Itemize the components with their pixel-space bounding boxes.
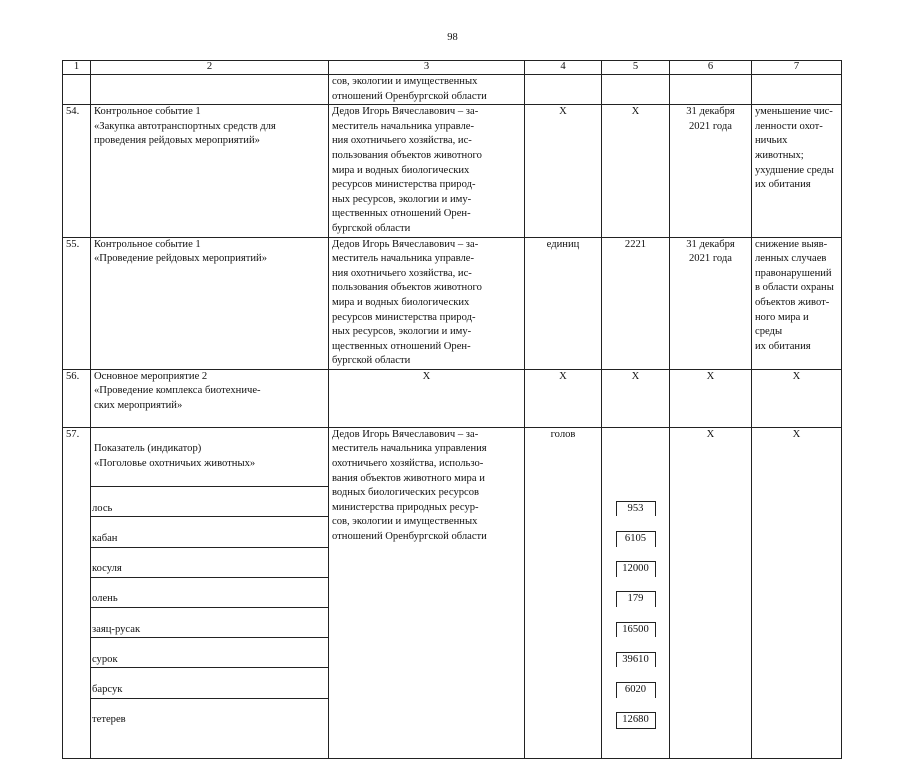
header-row [63,61,842,75]
row-date: 31 декабря 2021 года [670,105,752,237]
animal-value: 953 [616,501,656,517]
table-row [63,105,842,237]
row-date: 31 декабря 2021 года [670,237,752,369]
row-value: Х [602,369,670,427]
header-col-4: 4 [525,61,602,75]
indicator-row [63,427,842,758]
row-risk: уменьшение чис- ленности охот- ничьих животных; ухудшение среды их обитания [752,105,842,237]
animal-name: олень [91,592,328,608]
animal-name: лось [91,502,328,518]
animal-value: 6020 [616,682,656,698]
row-responsible: Х [329,369,525,427]
plan-table [62,60,842,759]
header-col-1: 1 [63,61,91,75]
table-row [63,237,842,369]
row-number: 57. [63,427,91,758]
continuation-row [63,75,842,105]
header-col-5: 5 [602,61,670,75]
animal-value: 12680 [616,712,656,729]
row-value: Х [602,105,670,237]
animal-value: 12000 [616,561,656,577]
animal-name: заяц-русак [91,623,328,639]
indicator-title: Показатель (индикатор) «Поголовье охотничьих животных» [94,443,256,470]
row-unit: Х [525,369,602,427]
animal-name: тетерев [92,714,126,726]
row-number: 55. [63,237,91,369]
animal-value: 39610 [616,652,656,668]
animal-value: 6105 [616,531,656,547]
header-col-2: 2 [91,61,329,75]
animal-name: косуля [91,562,328,578]
table-row [63,369,842,427]
header-col-7: 7 [752,61,842,75]
header-col-6: 6 [670,61,752,75]
animal-name: кабан [91,532,328,548]
row-unit: единиц [525,237,602,369]
row-responsible: Дедов Игорь Вячеславович – за- меститель начальника управле- ния охотничьего хозяйства, ис- пользования объектов животного мира и водных биологических ресурсов министерства природ- ных ресурсов, экологии и иму- щественных отношений Орен- бургской области [329,237,525,369]
row-value: 2221 [602,237,670,369]
row-number: 54. [63,105,91,237]
row-responsible: Дедов Игорь Вячеславович – за- меститель начальника управле- ния охотничьего хозяйства, ис- пользования объектов животного мира и водных биологических ресурсов министерства природ- ных ресурсов, экологии и иму- щественных отношений Орен- бургской области [329,105,525,237]
animal-value: 179 [616,591,656,607]
row-risk: Х [752,369,842,427]
page-number: 98 [447,32,458,43]
animal-name: барсук [91,683,328,699]
animal-value: 16500 [616,622,656,638]
row-title: Контрольное событие 1 «Проведение рейдовых мероприятий» [91,237,329,369]
row-number: 56. [63,369,91,427]
animal-name: сурок [91,653,328,669]
header-col-3: 3 [329,61,525,75]
row-title: Контрольное событие 1 «Закупка автотранспортных средств для проведения рейдовых мероприятий» [91,105,329,237]
indicator-responsible: Дедов Игорь Вячеславович – за- меститель начальника управления охотничьего хозяйства, использо- вания объектов животного мира и водных биологических ресурсов министерства природных ресур- сов, экологии и имущественных отношений Оренбургской области [329,427,525,758]
row-title: Основное мероприятие 2 «Проведение комплекса биотехниче- ских мероприятий» [91,369,329,427]
indicator-date: Х [670,427,752,758]
row-unit: Х [525,105,602,237]
row-date: Х [670,369,752,427]
indicator-unit: голов [525,427,602,758]
continuation-responsible: сов, экологии и имущественных отношений Оренбургской области [329,75,525,105]
row-risk: снижение выяв- ленных случаев правонарушений в области охраны объектов живот- ного мира и среды их обитания [752,237,842,369]
indicator-risk: Х [752,427,842,758]
